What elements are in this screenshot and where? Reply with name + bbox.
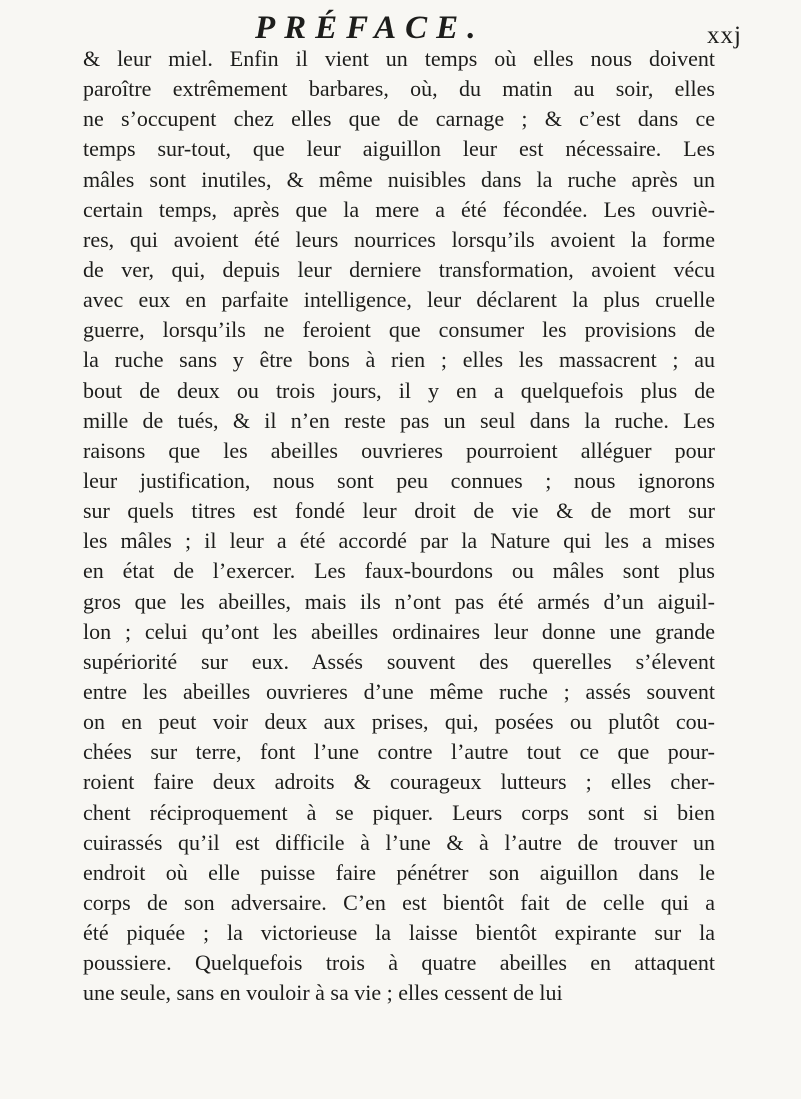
text-line: mille de tués, & il n’en reste pas un seul dans la ruche. Les: [83, 407, 715, 433]
text-line: on en peut voir deux aux prises, qui, posées ou plutôt cou-: [83, 709, 715, 735]
running-title: PRÉFACE.: [255, 10, 485, 46]
text-line: paroître extrêmement barbares, où, du matin au soir, elles: [83, 76, 715, 102]
text-line: supériorité sur eux. Assés souvent des querelles s’élevent: [83, 648, 715, 674]
text-line: chées sur terre, font l’une contre l’autre tout ce que pour-: [83, 739, 715, 765]
text-line: de ver, qui, depuis leur derniere transformation, avoient vécu: [83, 256, 715, 282]
text-line: été piquée ; la victorieuse la laisse bientôt expirante sur la: [83, 920, 715, 946]
text-line: avec eux en parfaite intelligence, leur déclarent la plus cruelle: [83, 287, 715, 313]
text-line: & leur miel. Enfin il vient un temps où elles nous doivent: [83, 46, 715, 71]
text-line: certain temps, après que la mere a été fécondée. Les ouvriè-: [83, 196, 715, 222]
body-text: [83, 44, 715, 1009]
text-line: roient faire deux adroits & courageux lutteurs ; elles cher-: [83, 769, 715, 795]
text-line: une seule, sans en vouloir à sa vie ; elles cessent de lui: [83, 980, 563, 1006]
text-line: leur justification, nous sont peu connues ; nous ignorons: [83, 467, 715, 493]
text-line: entre les abeilles ouvrieres d’une même ruche ; assés souvent: [83, 678, 715, 704]
text-line: lon ; celui qu’ont les abeilles ordinaires leur donne une grande: [83, 618, 715, 644]
text-line: corps de son adversaire. C’en est bientôt fait de celle qui a: [83, 889, 715, 915]
text-line: guerre, lorsqu’ils ne feroient que consumer les provisions de: [83, 317, 715, 343]
text-line: cuirassés qu’il est difficile à l’une & à l’autre de trouver un: [83, 829, 715, 855]
text-line: endroit où elle puisse faire pénétrer son aiguillon dans le: [83, 859, 715, 885]
text-line: mâles sont inutiles, & même nuisibles dans la ruche après un: [83, 166, 715, 192]
text-line: en état de l’exercer. Les faux-bourdons ou mâles sont plus: [83, 558, 715, 584]
text-line: sur quels titres est fondé leur droit de vie & de mort sur: [83, 498, 715, 524]
text-line: la ruche sans y être bons à rien ; elles les massacrent ; au: [83, 347, 715, 373]
text-line: temps sur-tout, que leur aiguillon leur est nécessaire. Les: [83, 136, 715, 162]
text-line: ne s’occupent chez elles que de carnage ; & c’est dans ce: [83, 106, 715, 132]
text-line: gros que les abeilles, mais ils n’ont pas été armés d’un aiguil-: [83, 588, 715, 614]
text-line: chent réciproquement à se piquer. Leurs corps sont si bien: [83, 799, 715, 825]
text-line: les mâles ; il leur a été accordé par la Nature qui les a mises: [83, 528, 715, 554]
page-number: xxj: [707, 22, 742, 49]
text-line: bout de deux ou trois jours, il y en a quelquefois plus de: [83, 377, 715, 403]
text-line: poussiere. Quelquefois trois à quatre abeilles en attaquent: [83, 950, 715, 976]
text-line: raisons que les abeilles ouvrieres pourroient alléguer pour: [83, 437, 715, 463]
text-line: res, qui avoient été leurs nourrices lorsqu’ils avoient la forme: [83, 226, 715, 252]
